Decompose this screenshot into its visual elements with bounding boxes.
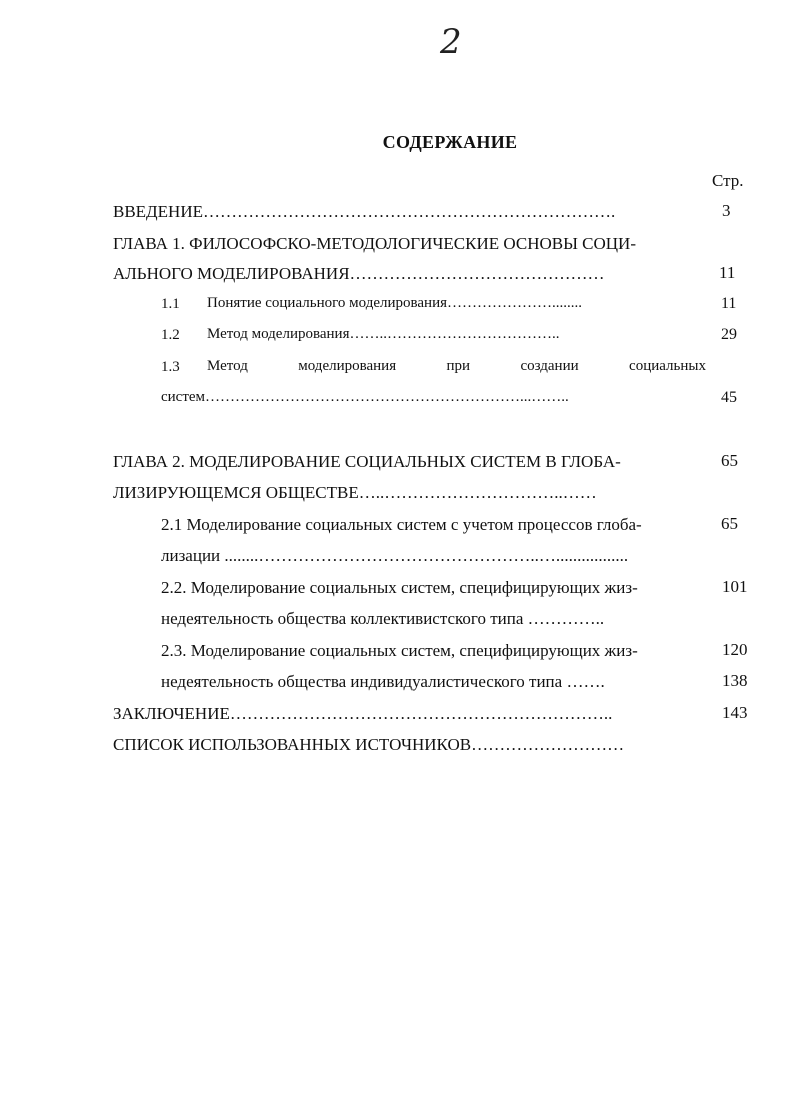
toc-ch2-page: 65 [721,451,738,470]
toc-s21-line2: лизации ........…………………………………………..…................. [161,546,629,565]
toc-ch2-line1: ГЛАВА 2. МОДЕЛИРОВАНИЕ СОЦИАЛЬНЫХ СИСТЕМ В ГЛОБА- [113,452,621,471]
toc-sources-text: СПИСОК ИСПОЛЬЗОВАННЫХ ИСТОЧНИКОВ……………………… [113,735,625,754]
toc-conclusion-text: ЗАКЛЮЧЕНИЕ………………………………………………………….. [113,704,613,723]
toc-ch2-line2: ЛИЗИРУЮЩЕМСЯ ОБЩЕСТВЕ…..…………………………..…… [113,483,597,502]
page-column-label: Стр. [712,171,744,190]
toc-s12-page: 29 [721,326,737,343]
toc-s13-word: моделирования [298,358,397,374]
toc-s13-word: Метод [207,358,248,374]
toc-ch1-page: 11 [719,263,736,282]
toc-s13-word: при [446,358,471,374]
toc-s22-line2: недеятельность общества коллективистского типа ………….. [161,609,605,628]
toc-s23-line1: 2.3. Моделирование социальных систем, специфицирующих жиз- [161,641,638,660]
toc-intro-text: ВВЕДЕНИЕ………………………………………………………………. [113,202,616,221]
toc-s23-page1: 120 [722,640,748,659]
toc-s13-num: 1.3 [161,359,180,375]
toc-s13-line2: систем………………………………………………………...…….. [161,389,569,405]
toc-s11-text: Понятие социального моделирования…………………........ [207,295,582,311]
toc-s23-page2: 138 [722,671,748,690]
toc-ch1-line2: АЛЬНОГО МОДЕЛИРОВАНИЯ……………………………………… [113,264,605,283]
toc-s21-line1: 2.1 Моделирование социальных систем с учетом процессов глоба- [161,515,642,534]
toc-intro-page: 3 [722,201,731,220]
toc-s12-num: 1.2 [161,327,180,343]
toc-s11-page: 11 [721,295,737,312]
toc-s13-line1 [207,358,706,375]
toc-s22-page: 101 [722,577,748,596]
toc-s23-line2: недеятельность общества индивидуалистического типа ……. [161,672,605,691]
page-title: СОДЕРЖАНИЕ [382,132,518,152]
toc-s13-word: социальных [629,358,706,374]
toc-ch1-line1: ГЛАВА 1. ФИЛОСОФСКО-МЕТОДОЛОГИЧЕСКИЕ ОСНОВЫ СОЦИ- [113,234,636,253]
toc-s13-page: 45 [721,389,737,406]
toc-s13-word: создании [520,358,579,374]
toc-s11-num: 1.1 [161,296,180,312]
toc-s12-text: Метод моделирования……..…………………………….. [207,326,560,342]
handwritten-page-number: 2 [440,22,462,62]
toc-s22-line1: 2.2. Моделирование социальных систем, специфицирующих жиз- [161,578,638,597]
toc-conclusion-page: 143 [722,703,748,722]
toc-s21-page: 65 [721,514,738,533]
